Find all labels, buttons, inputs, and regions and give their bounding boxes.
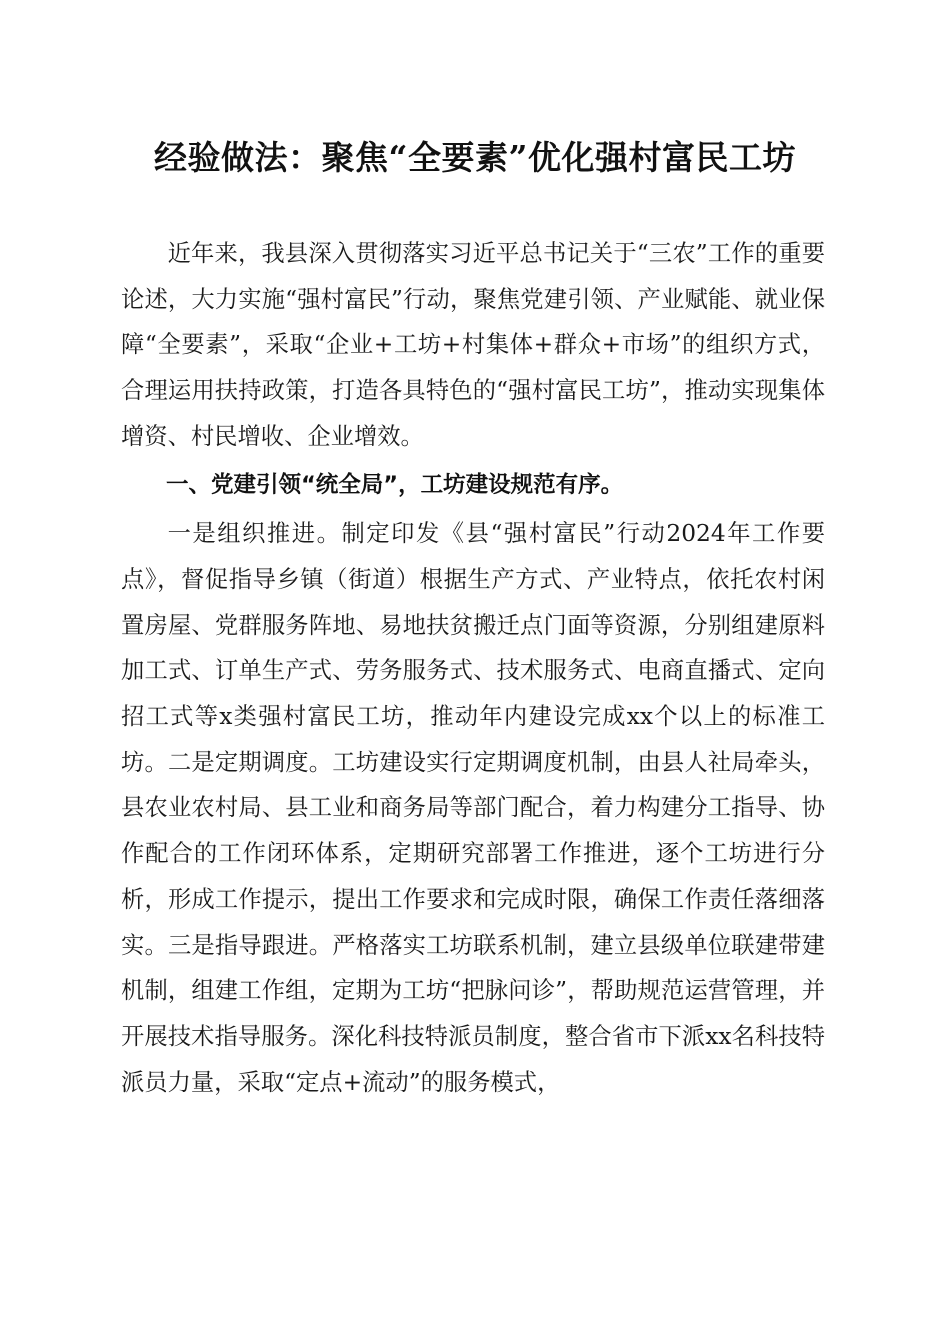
intro-paragraph: 近年来，我县深入贯彻落实习近平总书记关于“三农”工作的重要论述，大力实施“强村富民”行动，聚焦党建引领、产业赋能、就业保障“全要素”，采取“企业+工坊+村集体+群众+市场”的组织方式，合理运用扶持政策，打造各具特色的“强村富民工坊”，推动实现集体增资、村民增收、企业增效。: [121, 240, 825, 450]
document-body: [121, 231, 825, 1105]
section-1-paragraph: 一是组织推进。制定印发《县“强村富民”行动2024年工作要点》，督促指导乡镇（街道）根据生产方式、产业特点，依托农村闲置房屋、党群服务阵地、易地扶贫搬迁点门面等资源，分别组建原料加工式、订单生产式、劳务服务式、技术服务式、电商直播式、定向招工式等x类强村富民工坊，推动年内建设完成xx个以上的标准工坊。二是定期调度。工坊建设实行定期调度机制，由县人社局牵头，县农业农村局、县工业和商务局等部门配合，着力构建分工指导、协作配合的工作闭环体系，定期研究部署工作推进，逐个工坊进行分析，形成工作提示，提出工作要求和完成时限，确保工作责任落细落实。三是指导跟进。严格落实工坊联系机制，建立县级单位联建带建机制，组建工作组，定期为工坊“把脉问诊”，帮助规范运营管理，并开展技术指导服务。深化科技特派员制度，整合省市下派xx名科技特派员力量，采取“定点+流动”的服务模式，: [121, 520, 825, 1096]
section-heading-1: 一、党建引领“统全局”，工坊建设规范有序。: [166, 471, 624, 498]
document-title: 经验做法：聚焦“全要素”优化强村富民工坊: [154, 138, 796, 177]
